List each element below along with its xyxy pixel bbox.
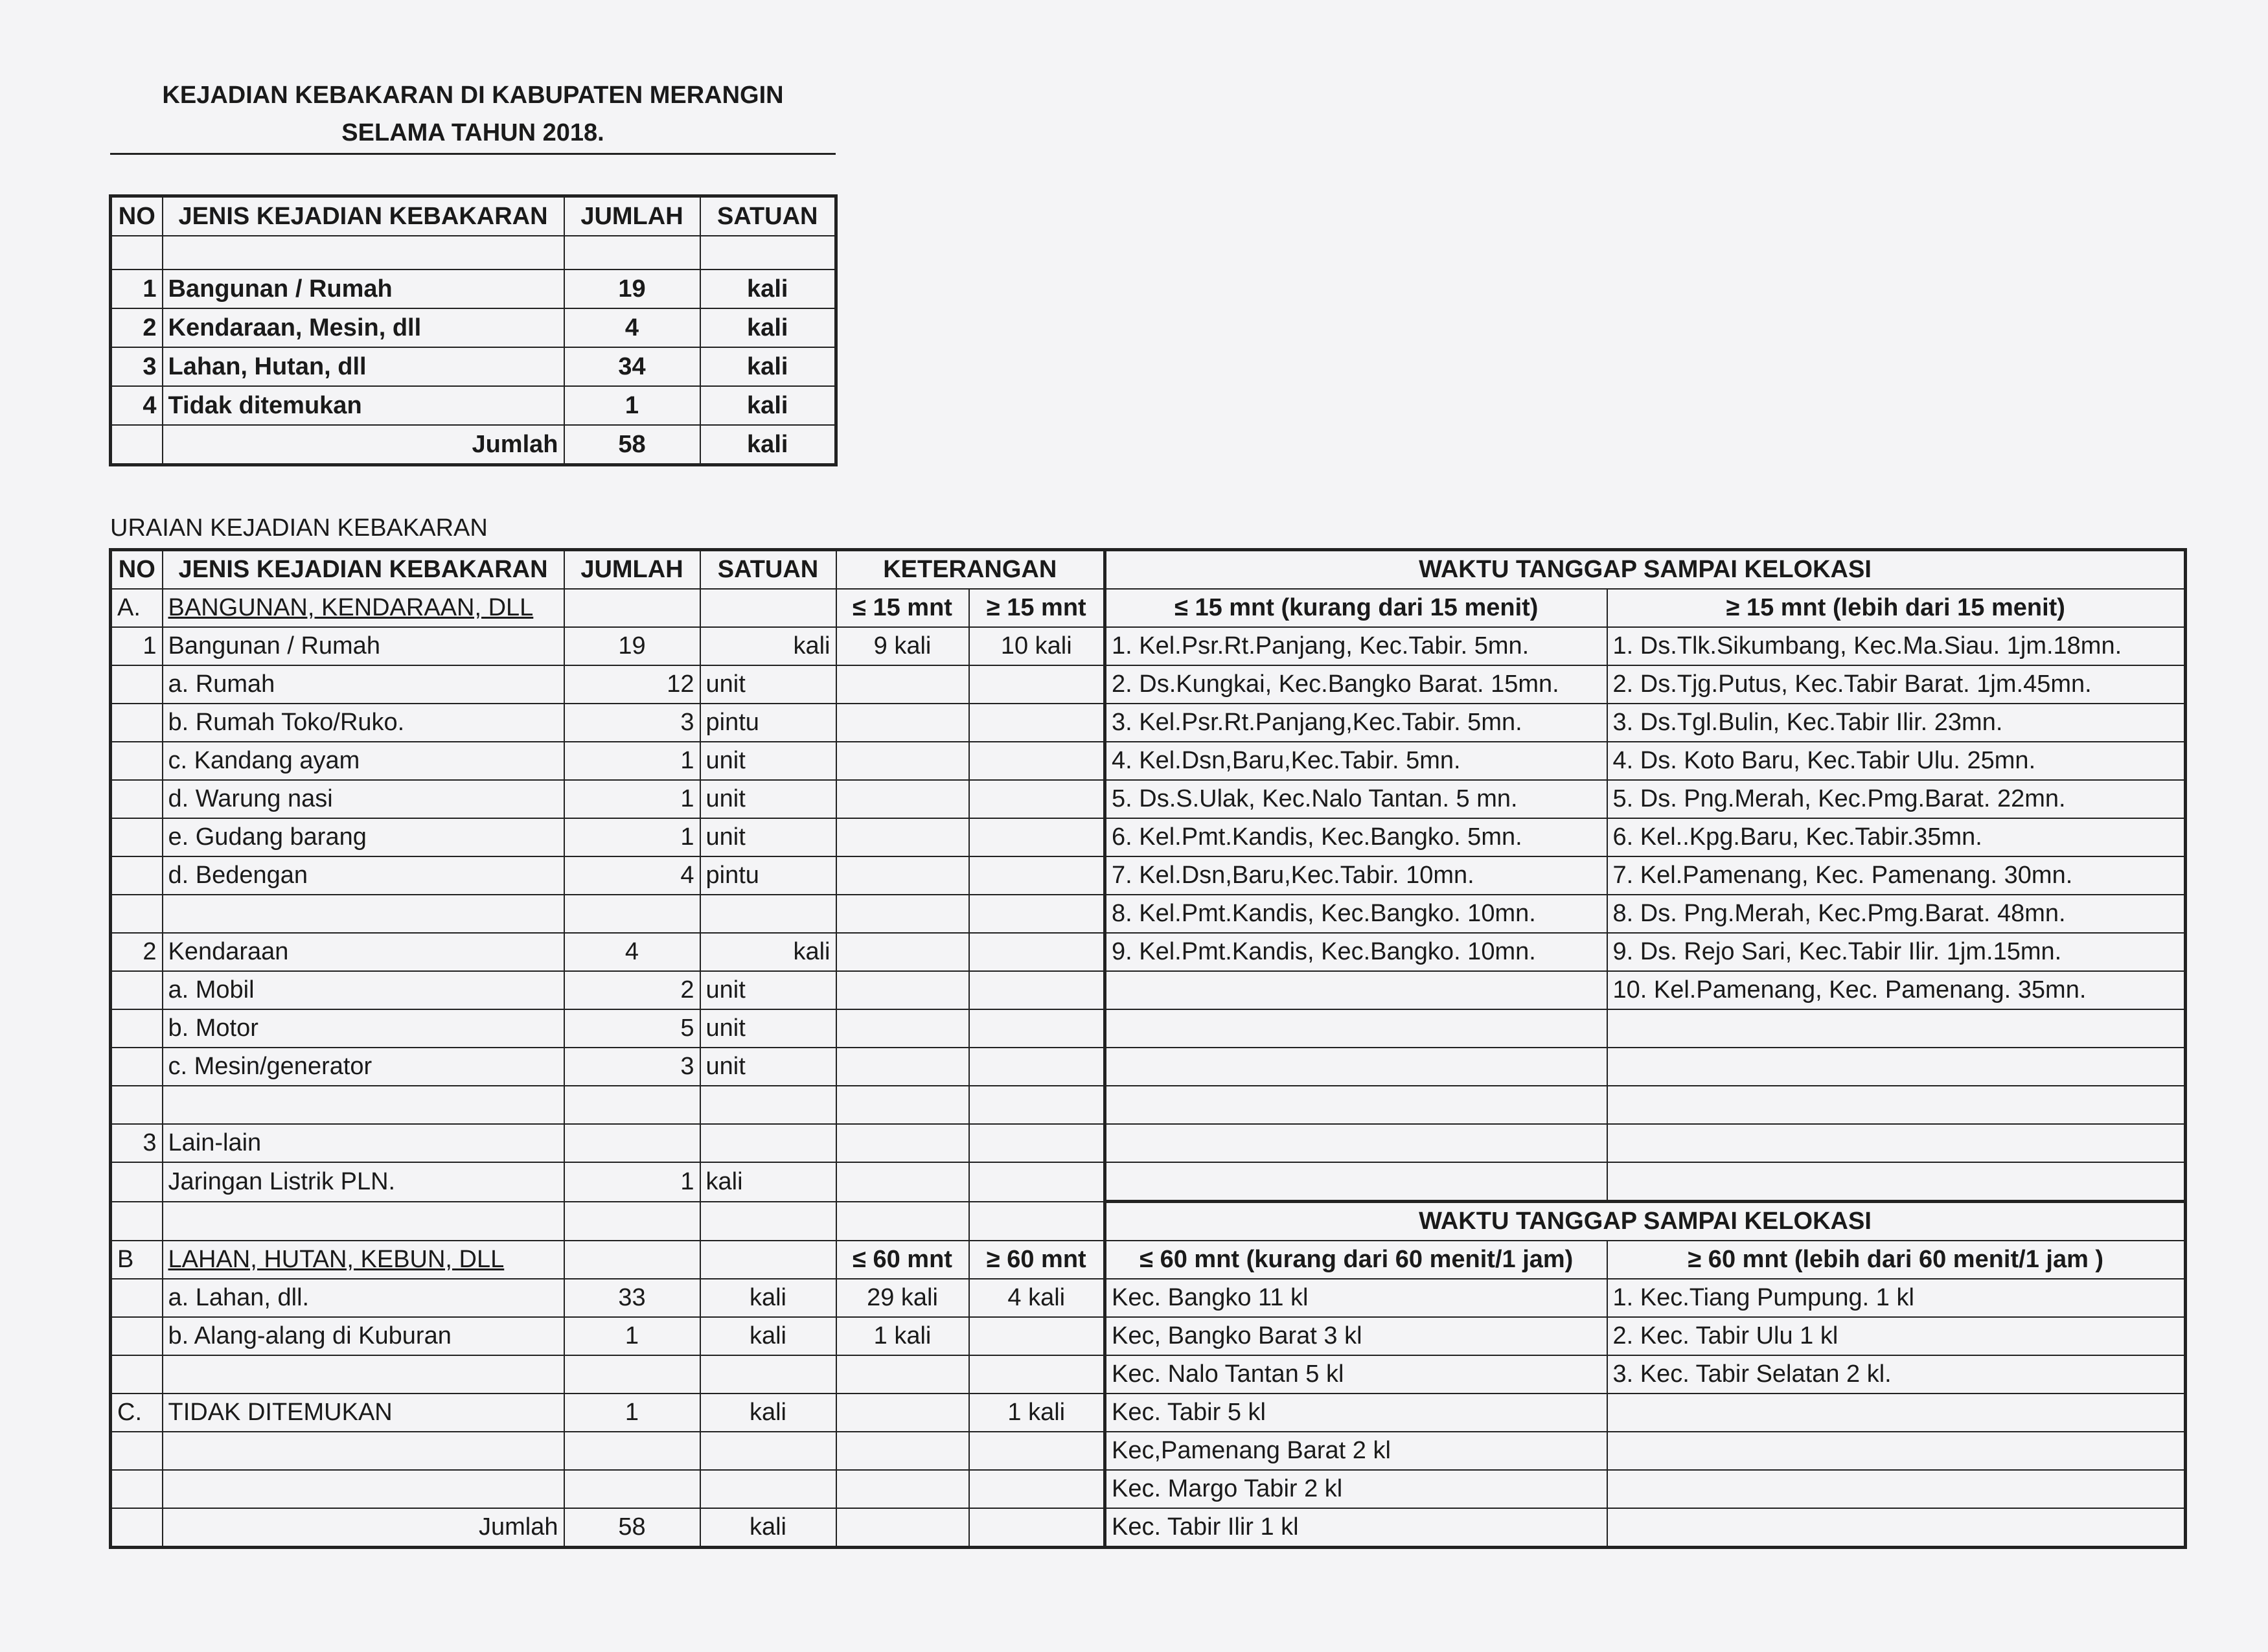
row-keterangan-2 [969,1432,1105,1470]
row-keterangan-1 [836,856,969,895]
row-jumlah [564,1470,700,1508]
row-no [111,742,163,780]
row-satuan: pintu [700,856,836,895]
row-keterangan-2 [969,856,1105,895]
row-waktu-1: Kec. Tabir 5 kl [1105,1394,1607,1432]
row-jenis: Jaringan Listrik PLN. [163,1162,564,1202]
row-satuan: kali [700,1394,836,1432]
summary-jenis: Kendaraan, Mesin, dll [163,308,564,347]
row-satuan [700,1355,836,1394]
row-jenis: d. Warung nasi [163,780,564,818]
row-no [111,1162,163,1202]
table-row [111,1355,2186,1394]
empty-cell [564,1241,700,1279]
detail-header-waktu: WAKTU TANGGAP SAMPAI KELOKASI [1105,550,2186,590]
row-keterangan-1 [836,742,969,780]
table-row [111,856,2186,895]
row-jenis: b. Alang-alang di Kuburan [163,1317,564,1355]
row-no [111,818,163,856]
row-no [111,1508,163,1548]
row-waktu-2: 5. Ds. Png.Merah, Kec.Pmg.Barat. 22mn. [1607,780,2186,818]
summary-header-row [111,196,836,236]
row-keterangan-2 [969,1202,1105,1241]
table-row [111,1432,2186,1470]
table-row [111,742,2186,780]
row-satuan [700,1470,836,1508]
row-keterangan-1 [836,1009,969,1048]
row-keterangan-1 [836,1124,969,1162]
table-row [111,933,2186,971]
section-a-row [111,589,2186,627]
row-waktu-1: 6. Kel.Pmt.Kandis, Kec.Bangko. 5mn. [1105,818,1607,856]
row-waktu-1 [1105,1048,1607,1086]
row-no [111,780,163,818]
row-jenis [163,1086,564,1124]
section-b-row [111,1241,2186,1279]
summary-jenis: Bangunan / Rumah [163,270,564,308]
summary-jumlah: 34 [564,347,700,386]
summary-table [109,194,838,466]
row-no [111,1470,163,1508]
row-no [111,704,163,742]
row-no [111,856,163,895]
row-keterangan-2 [969,933,1105,971]
row-jenis: e. Gudang barang [163,818,564,856]
row-jumlah: 1 [564,818,700,856]
waktu-sub-header: ≤ 60 mnt (kurang dari 60 menit/1 jam) [1105,1241,1607,1279]
table-row [111,818,2186,856]
empty-cell [564,589,700,627]
row-keterangan-1 [836,1162,969,1202]
row-jenis: Lain-lain [163,1124,564,1162]
row-waktu-1: Kec, Bangko Barat 3 kl [1105,1317,1607,1355]
row-jumlah: 1 [564,742,700,780]
row-waktu-1: Kec. Bangko 11 kl [1105,1279,1607,1317]
row-jumlah: 2 [564,971,700,1009]
row-waktu-2: 3. Kec. Tabir Selatan 2 kl. [1607,1355,2186,1394]
row-waktu-1 [1105,971,1607,1009]
row-keterangan-2 [969,1124,1105,1162]
row-keterangan-1 [836,1355,969,1394]
table-row [111,704,2186,742]
table-row [111,1124,2186,1162]
row-jumlah: 12 [564,665,700,704]
row-satuan: kali [700,627,836,665]
row-satuan: pintu [700,704,836,742]
row-no [111,895,163,933]
row-waktu-2: 1. Kec.Tiang Pumpung. 1 kl [1607,1279,2186,1317]
row-jumlah: 3 [564,1048,700,1086]
summary-total-label: Jumlah [163,425,564,465]
row-waktu-1: 4. Kel.Dsn,Baru,Kec.Tabir. 5mn. [1105,742,1607,780]
empty-cell [700,1241,836,1279]
summary-total-row [111,425,836,465]
table-row [111,895,2186,933]
table-row [111,971,2186,1009]
detail-header-keterangan: KETERANGAN [836,550,1105,590]
section-code: A. [111,589,163,627]
row-no: 1 [111,627,163,665]
summary-jenis: Tidak ditemukan [163,386,564,425]
row-no [111,665,163,704]
row-jenis: Jumlah [163,1508,564,1548]
detail-header-no: NO [111,550,163,590]
row-jenis: a. Rumah [163,665,564,704]
row-waktu-1: Kec. Nalo Tantan 5 kl [1105,1355,1607,1394]
waktu-sub-header: ≥ 60 mnt (lebih dari 60 menit/1 jam ) [1607,1241,2186,1279]
row-no [111,1279,163,1317]
row-keterangan-1 [836,704,969,742]
summary-row [111,347,836,386]
summary-header-jumlah: JUMLAH [564,196,700,236]
section-code: B [111,1241,163,1279]
row-jenis [163,1202,564,1241]
row-waktu-2 [1607,1432,2186,1470]
title-divider [110,153,836,155]
row-satuan [700,1124,836,1162]
summary-jumlah: 4 [564,308,700,347]
summary-satuan: kali [700,270,836,308]
summary-header-jenis: JENIS KEJADIAN KEBAKARAN [163,196,564,236]
row-waktu-2: 1. Ds.Tlk.Sikumbang, Kec.Ma.Siau. 1jm.18mn. [1607,627,2186,665]
summary-no: 2 [111,308,163,347]
row-keterangan-2 [969,1355,1105,1394]
row-waktu-2: 10. Kel.Pamenang, Kec. Pamenang. 35mn. [1607,971,2186,1009]
row-jenis: b. Rumah Toko/Ruko. [163,704,564,742]
row-keterangan-1 [836,1086,969,1124]
row-jumlah: 1 [564,780,700,818]
summary-jumlah: 1 [564,386,700,425]
row-jumlah [564,895,700,933]
summary-no: 3 [111,347,163,386]
summary-header-no: NO [111,196,163,236]
row-keterangan-2: 10 kali [969,627,1105,665]
row-keterangan-2: 4 kali [969,1279,1105,1317]
summary-header-satuan: SATUAN [700,196,836,236]
row-satuan: kali [700,1508,836,1548]
row-satuan: unit [700,742,836,780]
row-no [111,1202,163,1241]
row-no [111,1009,163,1048]
row-keterangan-1: 29 kali [836,1279,969,1317]
summary-row [111,308,836,347]
table-row [111,780,2186,818]
table-row [111,1317,2186,1355]
row-waktu-2: 2. Ds.Tjg.Putus, Kec.Tabir Barat. 1jm.45mn. [1607,665,2186,704]
row-keterangan-2 [969,665,1105,704]
row-waktu-2 [1607,1162,2186,1202]
section-label: URAIAN KEJADIAN KEBAKARAN [110,514,488,542]
row-satuan [700,895,836,933]
row-keterangan-2: 1 kali [969,1394,1105,1432]
row-keterangan-1 [836,971,969,1009]
row-keterangan-1: 1 kali [836,1317,969,1355]
row-no [111,1355,163,1394]
row-jenis: c. Mesin/generator [163,1048,564,1086]
row-keterangan-1 [836,1394,969,1432]
row-keterangan-2 [969,1086,1105,1124]
row-jumlah: 1 [564,1162,700,1202]
row-jenis: Bangunan / Rumah [163,627,564,665]
row-no: 3 [111,1124,163,1162]
table-row [111,1394,2186,1432]
row-satuan: unit [700,780,836,818]
row-waktu-1: 3. Kel.Psr.Rt.Panjang,Kec.Tabir. 5mn. [1105,704,1607,742]
row-waktu-1: 8. Kel.Pmt.Kandis, Kec.Bangko. 10mn. [1105,895,1607,933]
row-jenis: a. Lahan, dll. [163,1279,564,1317]
row-satuan [700,1432,836,1470]
row-jumlah [564,1202,700,1241]
waktu-sub-header: ≥ 15 mnt (lebih dari 15 menit) [1607,589,2186,627]
row-satuan: unit [700,818,836,856]
row-waktu-2: 3. Ds.Tgl.Bulin, Kec.Tabir Ilir. 23mn. [1607,704,2186,742]
row-keterangan-2 [969,1009,1105,1048]
row-jumlah: 58 [564,1508,700,1548]
row-keterangan-1 [836,1508,969,1548]
row-no [111,1432,163,1470]
total-row [111,1508,2186,1548]
row-waktu-2 [1607,1394,2186,1432]
row-satuan: kali [700,1279,836,1317]
table-row [111,1279,2186,1317]
keterangan-sub-header: ≥ 60 mnt [969,1241,1105,1279]
row-waktu-2 [1607,1124,2186,1162]
row-keterangan-2 [969,895,1105,933]
summary-jumlah: 19 [564,270,700,308]
row-satuan: kali [700,1162,836,1202]
row-waktu-2: 8. Ds. Png.Merah, Kec.Pmg.Barat. 48mn. [1607,895,2186,933]
row-satuan [700,1086,836,1124]
summary-no: 1 [111,270,163,308]
row-jumlah: 4 [564,856,700,895]
row-no [111,1048,163,1086]
row-jumlah: 19 [564,627,700,665]
summary-satuan: kali [700,347,836,386]
row-jenis [163,1355,564,1394]
row-jumlah [564,1124,700,1162]
row-keterangan-2 [969,1048,1105,1086]
detail-header-jenis: JENIS KEJADIAN KEBAKARAN [163,550,564,590]
summary-jenis: Lahan, Hutan, dll [163,347,564,386]
row-waktu-2 [1607,1009,2186,1048]
row-no [111,1086,163,1124]
row-satuan: unit [700,665,836,704]
keterangan-sub-header: ≥ 15 mnt [969,589,1105,627]
row-jenis: Kendaraan [163,933,564,971]
table-row [111,627,2186,665]
row-waktu-2 [1607,1470,2186,1508]
table-row [111,665,2186,704]
row-waktu-2: 2. Kec. Tabir Ulu 1 kl [1607,1317,2186,1355]
row-jumlah: 5 [564,1009,700,1048]
row-jenis: a. Mobil [163,971,564,1009]
row-waktu-1 [1105,1086,1607,1124]
summary-no: 4 [111,386,163,425]
row-jenis: b. Motor [163,1009,564,1048]
row-waktu-2: 9. Ds. Rejo Sari, Kec.Tabir Ilir. 1jm.15mn. [1607,933,2186,971]
row-keterangan-1 [836,1048,969,1086]
document-title: KEJADIAN KEBAKARAN DI KABUPATEN MERANGIN [162,82,784,109]
detail-header-jumlah: JUMLAH [564,550,700,590]
waktu-sub-header: ≤ 15 mnt (kurang dari 15 menit) [1105,589,1607,627]
row-waktu-2: 6. Kel..Kpg.Baru, Kec.Tabir.35mn. [1607,818,2186,856]
row-waktu-1: 9. Kel.Pmt.Kandis, Kec.Bangko. 10mn. [1105,933,1607,971]
row-waktu-1: Kec. Tabir Ilir 1 kl [1105,1508,1607,1548]
row-keterangan-1 [836,665,969,704]
detail-header-satuan: SATUAN [700,550,836,590]
row-jenis: c. Kandang ayam [163,742,564,780]
row-jumlah: 4 [564,933,700,971]
row-keterangan-1 [836,895,969,933]
row-keterangan-2 [969,1162,1105,1202]
detail-header-row [111,550,2186,590]
row-keterangan-2 [969,1508,1105,1548]
document-subtitle: SELAMA TAHUN 2018. [341,119,604,146]
row-satuan: unit [700,971,836,1009]
table-row [111,1162,2186,1202]
row-keterangan-1 [836,1432,969,1470]
row-jenis [163,1432,564,1470]
table-row [111,1202,2186,1241]
empty-cell [700,589,836,627]
row-keterangan-1 [836,1202,969,1241]
summary-satuan: kali [700,386,836,425]
row-keterangan-2 [969,1470,1105,1508]
row-keterangan-1: 9 kali [836,627,969,665]
row-keterangan-2 [969,971,1105,1009]
row-keterangan-1 [836,1470,969,1508]
summary-row [111,270,836,308]
waktu-header-2: WAKTU TANGGAP SAMPAI KELOKASI [1105,1202,2186,1241]
summary-total-satuan: kali [700,425,836,465]
row-keterangan-1 [836,780,969,818]
section-title: LAHAN, HUTAN, KEBUN, DLL [163,1241,564,1279]
row-jenis: TIDAK DITEMUKAN [163,1394,564,1432]
row-keterangan-2 [969,780,1105,818]
row-waktu-2 [1607,1508,2186,1548]
row-jumlah: 1 [564,1317,700,1355]
detail-body [111,589,2186,1548]
row-keterangan-2 [969,1317,1105,1355]
keterangan-sub-header: ≤ 60 mnt [836,1241,969,1279]
row-no: C. [111,1394,163,1432]
row-keterangan-1 [836,818,969,856]
row-waktu-2 [1607,1086,2186,1124]
row-waktu-1: 2. Ds.Kungkai, Kec.Bangko Barat. 15mn. [1105,665,1607,704]
row-no: 2 [111,933,163,971]
table-row [111,1009,2186,1048]
row-satuan: unit [700,1009,836,1048]
row-satuan: unit [700,1048,836,1086]
table-row [111,1048,2186,1086]
row-jenis [163,1470,564,1508]
section-title: BANGUNAN, KENDARAAN, DLL [163,589,564,627]
row-jumlah: 1 [564,1394,700,1432]
summary-satuan: kali [700,308,836,347]
row-waktu-1 [1105,1162,1607,1202]
row-keterangan-1 [836,933,969,971]
detail-table [109,548,2187,1549]
row-waktu-2: 4. Ds. Koto Baru, Kec.Tabir Ulu. 25mn. [1607,742,2186,780]
row-waktu-1: Kec. Margo Tabir 2 kl [1105,1470,1607,1508]
row-jenis [163,895,564,933]
keterangan-sub-header: ≤ 15 mnt [836,589,969,627]
row-jenis: d. Bedengan [163,856,564,895]
summary-row [111,386,836,425]
row-satuan: kali [700,1317,836,1355]
summary-blank-row [111,236,836,270]
row-waktu-1 [1105,1009,1607,1048]
row-waktu-1: 7. Kel.Dsn,Baru,Kec.Tabir. 10mn. [1105,856,1607,895]
row-waktu-1: Kec,Pamenang Barat 2 kl [1105,1432,1607,1470]
row-waktu-1: 5. Ds.S.Ulak, Kec.Nalo Tantan. 5 mn. [1105,780,1607,818]
row-keterangan-2 [969,704,1105,742]
row-waktu-1: 1. Kel.Psr.Rt.Panjang, Kec.Tabir. 5mn. [1105,627,1607,665]
row-jumlah: 3 [564,704,700,742]
summary-total-jumlah: 58 [564,425,700,465]
row-jumlah [564,1086,700,1124]
table-row [111,1086,2186,1124]
row-waktu-2: 7. Kel.Pamenang, Kec. Pamenang. 30mn. [1607,856,2186,895]
row-jumlah: 33 [564,1279,700,1317]
row-keterangan-2 [969,742,1105,780]
row-waktu-1 [1105,1124,1607,1162]
row-waktu-2 [1607,1048,2186,1086]
row-keterangan-2 [969,818,1105,856]
row-jumlah [564,1355,700,1394]
row-no [111,971,163,1009]
row-no [111,1317,163,1355]
table-row [111,1470,2186,1508]
row-satuan: kali [700,933,836,971]
row-jumlah [564,1432,700,1470]
row-satuan [700,1202,836,1241]
